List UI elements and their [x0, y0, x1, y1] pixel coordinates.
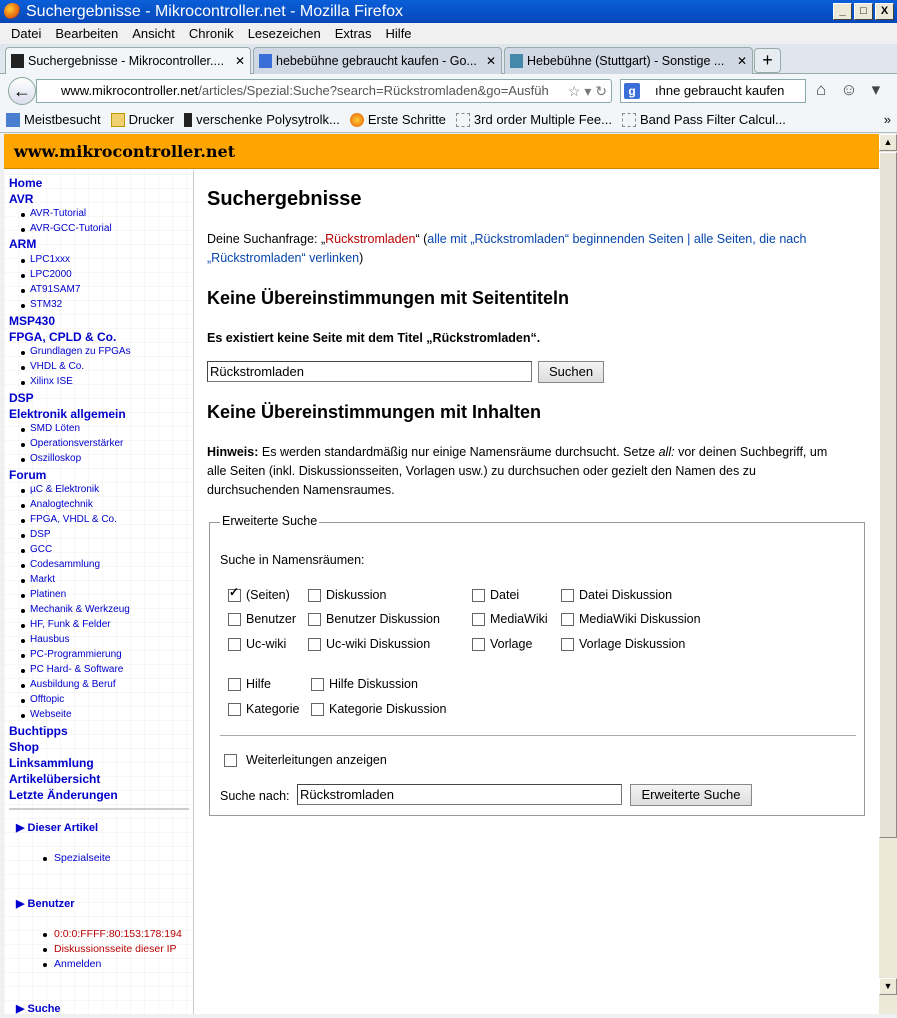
nav-sub-item[interactable]: PC Hard- & Software — [30, 664, 124, 675]
folder-icon — [6, 113, 20, 127]
checkbox-ns-datei-diskussion[interactable] — [561, 588, 672, 602]
query-mid: “ ( — [415, 232, 428, 246]
checkbox-ns-benutzer[interactable] — [228, 612, 296, 626]
scroll-up-arrow-icon[interactable]: ▲ — [879, 134, 897, 151]
nav-sub-item[interactable]: Xilinx ISE — [30, 376, 73, 387]
bookmark-label: Band Pass Filter Calcul... — [639, 112, 786, 127]
tab-hebebuehne[interactable] — [504, 47, 753, 74]
nav-linksammlung[interactable]: Linksammlung — [9, 756, 94, 770]
checkbox-ns-uc-wiki[interactable] — [228, 637, 286, 651]
google-favicon-icon — [259, 54, 272, 68]
checkbox-label: Uc-wiki Diskussion — [326, 637, 431, 651]
google-icon: g — [624, 83, 640, 99]
nav-sub-item[interactable]: VHDL & Co. — [30, 361, 85, 372]
menu-chevron-icon[interactable]: ▾ — [871, 80, 881, 99]
tab-close-icon[interactable]: ✕ — [234, 54, 245, 68]
checkbox-ns-datei[interactable] — [472, 588, 519, 602]
url-path: /articles/Spezial:Suche?search=Rückstromladen&go=Ausfüh — [198, 83, 549, 98]
bookmark-label: Meistbesucht — [24, 112, 101, 127]
heading-no-content-matches: Keine Übereinstimmungen mit Inhalten — [207, 402, 542, 422]
tab-label: Hebebühne (Stuttgart) - Sonstige ... — [527, 54, 725, 68]
scrollbar-thumb[interactable] — [879, 152, 897, 838]
advanced-search-box — [209, 514, 865, 816]
mikrocontroller-favicon-icon — [184, 113, 192, 127]
bookmark-polystyrol[interactable] — [184, 112, 340, 127]
nav-sub-item[interactable]: AVR-GCC-Tutorial — [30, 223, 112, 234]
menu-extras[interactable]: Extras — [334, 26, 372, 41]
link-discussion-ip[interactable]: Diskussionsseite dieser IP — [54, 943, 177, 955]
nav-avr[interactable]: AVR — [9, 192, 34, 206]
nav-sub-item[interactable]: GCC — [30, 544, 53, 555]
checkbox-label: Hilfe — [246, 677, 272, 691]
hint-part: Es werden standardmäßig nur einige Namensräume durchsucht. Setze — [258, 445, 659, 459]
checkbox-label: Hilfe Diskussion — [329, 677, 418, 691]
checkbox-label: Datei Diskussion — [579, 588, 673, 602]
new-tab-button[interactable]: + — [754, 48, 781, 73]
tab-suchergebnisse[interactable] — [5, 47, 251, 74]
menu-ansicht[interactable]: Ansicht — [132, 26, 175, 41]
nav-fpga[interactable]: FPGA, CPLD & Co. — [9, 330, 117, 344]
checkbox-ns-kategorie-diskussion[interactable] — [311, 702, 446, 716]
nav-dsp[interactable]: DSP — [9, 391, 34, 405]
checkbox-label: Benutzer — [246, 612, 297, 626]
checkbox-ns-vorlage[interactable] — [472, 637, 532, 651]
checkbox-ns-seiten[interactable] — [228, 588, 290, 602]
sidebar — [4, 170, 194, 1014]
search-bar-text: ıhne gebraucht kaufen — [655, 83, 785, 98]
bookmark-band-pass[interactable] — [622, 112, 786, 127]
bookmark-3rd-order[interactable] — [456, 112, 612, 127]
bookmarks-bar — [0, 107, 897, 133]
hint-label: Hinweis: — [207, 445, 259, 459]
minimize-button[interactable]: _ — [833, 3, 852, 20]
arrow-left-icon: ← — [13, 81, 31, 101]
prefix-search-link[interactable]: alle mit „Rückstromladen“ beginnenden Seiten — [427, 232, 684, 246]
nav-sub-item[interactable]: Markt — [30, 574, 55, 585]
checkbox-ns-uc-wiki-diskussion[interactable] — [308, 637, 430, 651]
menu-bearbeiten[interactable]: Bearbeiten — [55, 26, 119, 41]
nav-sub-item[interactable]: PC-Programmierung — [30, 649, 122, 660]
checkbox-label: Uc-wiki — [246, 637, 287, 651]
tab-label: Suchergebnisse - Mikrocontroller.... — [28, 54, 224, 68]
checkbox-ns-hilfe-diskussion[interactable] — [311, 677, 418, 691]
nav-shop[interactable]: Shop — [9, 740, 39, 754]
checkbox-ns-hilfe[interactable] — [228, 677, 271, 691]
checkbox-label: Benutzer Diskussion — [326, 612, 440, 626]
folder-icon — [111, 113, 125, 127]
nav-sub-item[interactable]: AVR-Tutorial — [30, 208, 87, 219]
vertical-scrollbar[interactable] — [879, 134, 897, 1014]
bookmark-label: Drucker — [128, 112, 175, 127]
menu-bar — [0, 23, 897, 44]
query-end: ) — [359, 251, 364, 265]
bookmark-drucker[interactable] — [111, 112, 175, 127]
nav-sub-item[interactable]: Webseite — [30, 709, 72, 720]
search-input[interactable]: Rückstromladen — [207, 361, 532, 382]
firefox-logo-icon — [4, 3, 21, 20]
nav-sub-item[interactable]: FPGA, VHDL & Co. — [30, 514, 117, 525]
mikrocontroller-favicon-icon — [11, 54, 24, 68]
page-content — [4, 134, 879, 1014]
url-bar[interactable] — [36, 79, 612, 103]
hint-all: all: — [658, 445, 675, 459]
window-title: Suchergebnisse - Mikrocontroller.net - Mozilla Firefox — [26, 3, 404, 20]
no-page-notice: Es existiert keine Seite mit dem Titel „Rückstromladen“. — [207, 331, 541, 345]
home-icon[interactable]: ⌂ — [816, 80, 827, 99]
checkbox-ns-vorlage-diskussion[interactable] — [561, 637, 685, 651]
checkbox-label: Kategorie — [246, 702, 300, 716]
checkbox-label: Weiterleitungen anzeigen — [246, 753, 387, 767]
heading-no-title-matches: Keine Übereinstimmungen mit Seitentiteln — [207, 288, 570, 308]
nav-msp430[interactable]: MSP430 — [9, 314, 56, 328]
link-ip-address[interactable]: 0:0:0:FFFF:80:153:178:194 — [54, 928, 182, 940]
url-host: www.mikrocontroller.net — [61, 83, 199, 98]
nav-sub-item[interactable]: Hausbus — [30, 634, 70, 645]
query-summary — [207, 230, 847, 268]
bookmark-meistbesucht[interactable] — [6, 112, 101, 127]
checkbox-label: MediaWiki — [490, 612, 548, 626]
sidebar-divider — [9, 808, 189, 810]
checkbox-ns-mediawiki[interactable] — [472, 612, 548, 626]
nav-sub-item[interactable]: Analogtechnik — [30, 499, 93, 510]
advanced-search-input[interactable]: Rückstromladen — [297, 784, 622, 805]
nav-sub-item[interactable]: Oszilloskop — [30, 453, 82, 464]
nav-sub-item[interactable]: Operationsverstärker — [30, 438, 124, 449]
menu-hilfe[interactable]: Hilfe — [385, 26, 412, 41]
nav-sub-item[interactable]: Offtopic — [30, 694, 65, 705]
backlinks-link-cont[interactable]: „Rückstromladen“ verlinken — [207, 251, 360, 265]
nav-home[interactable]: Home — [9, 176, 43, 190]
nav-forum[interactable]: Forum — [9, 468, 47, 482]
nav-sub-item[interactable]: µC & Elektronik — [30, 484, 100, 495]
back-button[interactable] — [8, 77, 36, 105]
nav-sub-item[interactable]: Ausbildung & Beruf — [30, 679, 116, 690]
bookmark-label: 3rd order Multiple Fee... — [473, 112, 612, 127]
checkbox-redirects[interactable] — [224, 753, 387, 767]
suchen-button[interactable]: Suchen — [538, 361, 604, 383]
advanced-search-button[interactable]: Erweiterte Suche — [630, 784, 752, 806]
link-anmelden[interactable]: Anmelden — [54, 958, 102, 970]
tab-strip — [0, 44, 897, 74]
nav-artikeluebersicht[interactable]: Artikelübersicht — [9, 772, 101, 786]
nav-sub-item[interactable]: LPC2000 — [30, 269, 72, 280]
nav-sub-item[interactable]: Grundlagen zu FPGAs — [30, 346, 131, 357]
hint-part: vor deinen Suchbegriff, um — [674, 445, 828, 459]
nav-sub-item[interactable]: Codesammlung — [30, 559, 101, 570]
box-dieser-artikel[interactable]: ▶ Dieser Artikel — [16, 822, 99, 834]
firefox-icon — [350, 113, 364, 127]
hint-part: durchsuchenden Namensraumes. — [207, 483, 395, 497]
checkbox-label: Kategorie Diskussion — [329, 702, 447, 716]
box-suche[interactable]: ▶ Suche — [16, 1003, 61, 1014]
search-for-label: Suche nach: — [220, 789, 290, 803]
tab-close-icon[interactable]: ✕ — [736, 54, 747, 68]
nav-sub-item[interactable]: SMD Löten — [30, 423, 81, 434]
link-separator: | — [683, 232, 694, 246]
checkbox-ns-kategorie[interactable] — [228, 702, 300, 716]
checkbox-label: (Seiten) — [246, 588, 290, 602]
namespace-label: Suche in Namensräumen: — [220, 553, 365, 567]
bookmark-star-icon[interactable]: ☆ ▾ ↻ — [567, 83, 607, 99]
nav-arm[interactable]: ARM — [9, 237, 37, 251]
page-icon — [622, 113, 636, 127]
bookmarks-overflow-button[interactable]: » — [883, 112, 891, 127]
nav-sub-item[interactable]: HF, Funk & Felder — [30, 619, 111, 630]
nav-letzte-aenderungen[interactable]: Letzte Änderungen — [9, 788, 118, 802]
addon-icon[interactable]: ☺ — [840, 80, 858, 99]
link-spezialseite[interactable]: Spezialseite — [54, 852, 111, 864]
checkbox-label: Datei — [490, 588, 520, 602]
nav-sub-item[interactable]: Mechanik & Werkzeug — [30, 604, 130, 615]
checkbox-label: Vorlage — [490, 637, 533, 651]
bookmark-label: Erste Schritte — [367, 112, 446, 127]
site-logo-text[interactable]: www.mikrocontroller.net — [14, 142, 236, 161]
page-icon — [456, 113, 470, 127]
title-bar — [0, 0, 897, 23]
site-header — [4, 134, 879, 169]
backlinks-link[interactable]: alle Seiten, die nach — [693, 232, 807, 246]
query-prefix: Deine Suchanfrage: „ — [207, 232, 326, 246]
nav-sub-item[interactable]: Platinen — [30, 589, 67, 600]
checkbox-label: Vorlage Diskussion — [579, 637, 686, 651]
checkbox-ns-diskussion[interactable] — [308, 588, 386, 602]
menu-datei[interactable]: Datei — [11, 26, 42, 41]
bookmark-label: verschenke Polysytrolk... — [196, 112, 340, 127]
tab-close-icon[interactable]: ✕ — [485, 54, 496, 68]
checkbox-label: MediaWiki Diskussion — [579, 612, 701, 626]
menu-chronik[interactable]: Chronik — [188, 26, 234, 41]
nav-sub-item[interactable]: DSP — [30, 529, 51, 540]
advanced-search-legend: Erweiterte Suche — [222, 514, 318, 528]
page-title: Suchergebnisse — [207, 188, 362, 210]
nav-buchtipps[interactable]: Buchtipps — [9, 724, 68, 738]
search-bar[interactable] — [620, 79, 806, 103]
scroll-down-arrow-icon[interactable]: ▼ — [879, 978, 897, 995]
checkbox-ns-benutzer-diskussion[interactable] — [308, 612, 440, 626]
navigation-bar — [0, 74, 897, 107]
nav-sub-item[interactable]: LPC1xxx — [30, 254, 71, 265]
box-benutzer[interactable]: ▶ Benutzer — [16, 898, 75, 910]
maximize-button[interactable]: □ — [854, 3, 873, 20]
hint-part: alle Seiten (inkl. Diskussionsseiten, Vorlagen usw.) zu durchsuchen oder gezielt den Namen des zu — [207, 464, 756, 478]
menu-lesezeichen[interactable]: Lesezeichen — [247, 26, 321, 41]
tab-label: hebebühne gebraucht kaufen - Go... — [276, 54, 477, 68]
advanced-search-divider — [220, 735, 856, 736]
checkbox-ns-mediawiki-diskussion[interactable] — [561, 612, 701, 626]
nav-elektronik[interactable]: Elektronik allgemein — [9, 407, 126, 421]
site-favicon-icon — [510, 54, 523, 68]
query-term-link[interactable]: Rückstromladen — [325, 232, 416, 246]
checkbox-label: Diskussion — [326, 588, 387, 602]
bookmark-erste-schritte[interactable] — [350, 112, 446, 127]
hint-text — [207, 443, 847, 500]
tab-google[interactable] — [253, 47, 502, 74]
close-button[interactable]: X — [875, 3, 894, 20]
nav-sub-item[interactable]: AT91SAM7 — [30, 284, 81, 295]
nav-sub-item[interactable]: STM32 — [30, 299, 63, 310]
